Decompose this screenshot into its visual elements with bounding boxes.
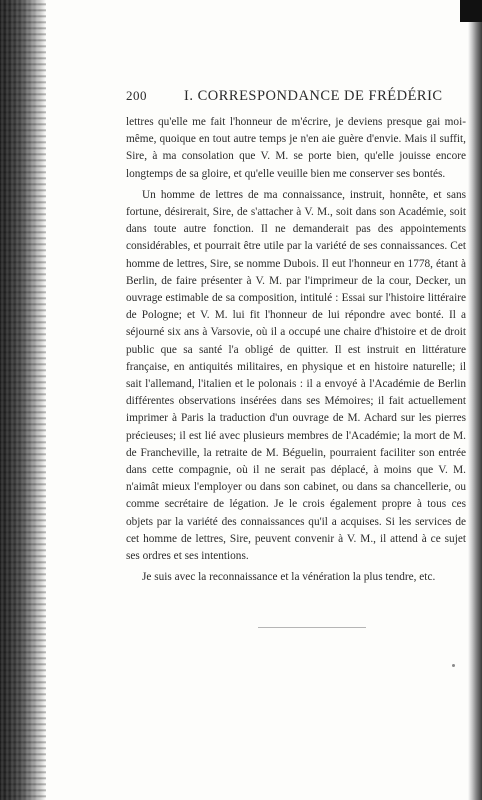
right-edge-shadow [468,0,482,800]
paragraph-2: Un homme de lettres de ma connaissance, instruit, honnête, et sans fortune, désirerait, Sire, de s'attacher à V. M., soit dans son Académie, soit dans toute autre fonction. Il ne demanderait pas des appointements considérables, et pourrait être utile par la variété de ses connaissances. Cet homme de lettres, Sire, se nomme Dubois. Il eut l'honneur en 1778, étant à Berlin, de faire présenter à V. M. par l'imprimeur de la cour, Decker, un ouvrage estimable de sa composition, intitulé : Essai sur l'histoire littéraire de Pologne; et V. M. lui fit l'honneur de lui répondre avec bonté. Il a séjourné six ans à Varsovie, où il a occupé une chaire d'histoire et de droit public que sa santé l'a obligé de quitter. Il est instruit en littérature française, en antiquités militaires, en physique et en histoire naturelle; il sait l'allemand, l'italien et le polonais : il a envoyé à l'Académie de Berlin différentes observations insérées dans ses Mémoires; il fait actuellement imprimer à Paris la traduction d'un ouvrage de M. Achard sur les pierres précieuses; il est lié avec plusieurs membres de l'Académie; la mort de M. de Francheville, la retraite de M. Béguelin, pourraient faciliter son entrée dans cette compagnie, où il ne serait pas déplacé, à moins que V. M. n'aimât mieux l'employer ou dans son cabinet, ou dans sa chancellerie, ou comme secrétaire de légation. Je le crois également propre à tous ces objets par la variété des connaissances qu'il a acquises. Si les services de cet homme de lettres, Sire, peuvent convenir à V. M., il attend à ce sujet ses ordres et ses intentions. [126,188,466,563]
closing-line: Je suis avec la reconnaissance et la vénération la plus tendre, etc. [142,571,436,584]
binding-texture [0,0,40,800]
page-number: 200 [126,88,147,103]
paragraph-1: lettres qu'elle me fait l'honneur de m'écrire, je deviens presque gai moi-même, quoique en tout autre temps je n'en aie guère d'envie. Mais il suffit, Sire, à ma consolation que V. M. se porte bien, qu'elle jouisse encore longtemps de sa gloire, et qu'elle veuille bien me conserver ses bontés. [126,116,466,180]
text-block [126,88,466,586]
scan-speck [452,664,455,667]
end-rule [258,627,366,628]
running-header [126,88,466,110]
corner-mark [460,0,482,22]
running-title: I. CORRESPONDANCE DE FRÉDÉRIC [184,88,443,104]
